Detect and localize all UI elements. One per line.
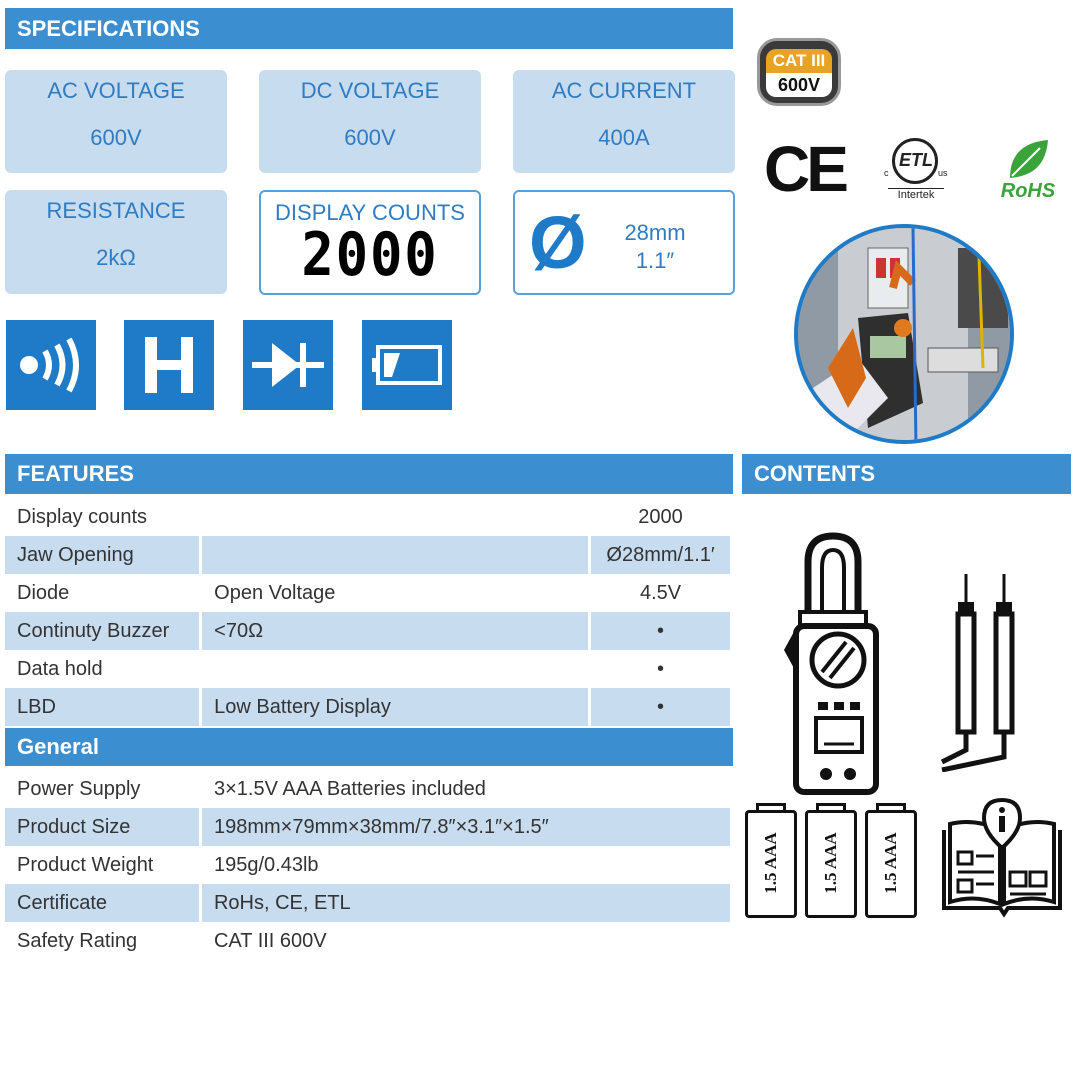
spec-card-ac-voltage bbox=[5, 70, 227, 173]
battery-icon bbox=[745, 810, 797, 918]
feature-value: Ø28mm/1.1′ bbox=[590, 536, 732, 574]
segment-display: 2000 bbox=[301, 220, 439, 290]
feature-value: 2000 bbox=[590, 498, 732, 536]
cat-label: CAT III bbox=[766, 49, 832, 73]
feature-detail: <70Ω bbox=[201, 612, 590, 650]
general-name: Safety Rating bbox=[5, 922, 200, 960]
spec-value: 600V bbox=[344, 125, 396, 150]
feature-name: LBD bbox=[5, 688, 201, 726]
battery-label: 1.5 AAA bbox=[881, 832, 900, 894]
feature-name: Diode bbox=[5, 574, 201, 612]
features-table bbox=[5, 498, 733, 726]
clamp-meter-icon bbox=[778, 532, 888, 802]
spec-value: 2kΩ bbox=[96, 245, 136, 270]
etl-logo bbox=[884, 138, 948, 204]
general-value: CAT III 600V bbox=[200, 922, 731, 960]
ce-logo: CE bbox=[764, 133, 845, 205]
etl-text: ETL bbox=[899, 150, 933, 170]
rohs-text: RoHS bbox=[1000, 180, 1056, 202]
general-header bbox=[5, 728, 733, 766]
feature-name: Continuty Buzzer bbox=[5, 612, 201, 650]
feature-value: • bbox=[590, 650, 732, 688]
features-title: FEATURES bbox=[17, 461, 134, 486]
general-value: 198mm×79mm×38mm/7.8″×3.1″×1.5″ bbox=[200, 808, 731, 846]
general-title: General bbox=[17, 734, 99, 759]
rohs-logo bbox=[992, 138, 1064, 204]
feature-detail: Low Battery Display bbox=[201, 688, 590, 726]
battery-cap-icon bbox=[756, 803, 786, 811]
buzzer-icon bbox=[6, 320, 96, 410]
table-row bbox=[5, 884, 732, 922]
spec-label: AC CURRENT bbox=[551, 78, 697, 103]
spec-label: DC VOLTAGE bbox=[300, 78, 440, 103]
feature-name: Data hold bbox=[5, 650, 201, 688]
general-table bbox=[5, 770, 733, 960]
table-row bbox=[5, 574, 732, 612]
jaw-inch: 1.1″ bbox=[635, 248, 675, 273]
battery-icon bbox=[805, 810, 857, 918]
table-row bbox=[5, 846, 732, 884]
feature-value: • bbox=[590, 612, 732, 650]
table-row bbox=[5, 498, 732, 536]
table-row bbox=[5, 688, 732, 726]
battery-label: 1.5 AAA bbox=[761, 832, 780, 894]
battery-cap-icon bbox=[876, 803, 906, 811]
feature-detail bbox=[201, 498, 590, 536]
feature-detail: Open Voltage bbox=[201, 574, 590, 612]
spec-card-ac-current bbox=[513, 70, 735, 173]
spec-label: AC VOLTAGE bbox=[47, 78, 185, 103]
general-name: Product Weight bbox=[5, 846, 200, 884]
general-name: Power Supply bbox=[5, 770, 200, 808]
feature-name: Jaw Opening bbox=[5, 536, 201, 574]
etl-sub: Intertek bbox=[888, 188, 944, 201]
etl-c: c bbox=[884, 168, 889, 178]
feature-name: Display counts bbox=[5, 498, 201, 536]
battery-icon bbox=[865, 810, 917, 918]
spec-card-resistance bbox=[5, 190, 227, 294]
general-name: Certificate bbox=[5, 884, 200, 922]
features-header bbox=[5, 454, 733, 494]
jaw-mm: 28mm bbox=[624, 220, 686, 245]
diode-icon bbox=[243, 320, 333, 410]
specifications-title: SPECIFICATIONS bbox=[17, 15, 200, 41]
cat-value: 600V bbox=[766, 73, 832, 97]
feature-detail bbox=[201, 536, 590, 574]
general-value: 3×1.5V AAA Batteries included bbox=[200, 770, 731, 808]
general-value: 195g/0.43lb bbox=[200, 846, 731, 884]
spec-card-dc-voltage bbox=[259, 70, 481, 173]
table-row bbox=[5, 808, 732, 846]
table-row bbox=[5, 650, 732, 688]
leaf-icon bbox=[1006, 138, 1050, 180]
product-in-use-photo bbox=[794, 224, 1014, 444]
battery-label: 1.5 AAA bbox=[821, 832, 840, 894]
general-name: Product Size bbox=[5, 808, 200, 846]
cat-iii-badge bbox=[757, 38, 841, 106]
contents-header bbox=[742, 454, 1071, 494]
data-hold-icon bbox=[124, 320, 214, 410]
diameter-icon: Ø bbox=[529, 201, 587, 284]
spec-card-display-counts bbox=[259, 190, 481, 295]
table-row bbox=[5, 612, 732, 650]
manual-icon bbox=[940, 796, 1064, 920]
specifications-header bbox=[5, 8, 733, 49]
feature-detail bbox=[201, 650, 590, 688]
table-row bbox=[5, 770, 732, 808]
general-value: RoHs, CE, ETL bbox=[200, 884, 731, 922]
feature-value: • bbox=[590, 688, 732, 726]
spec-value: 600V bbox=[90, 125, 142, 150]
battery-icon bbox=[362, 320, 452, 410]
contents-title: CONTENTS bbox=[754, 461, 875, 486]
battery-cap-icon bbox=[816, 803, 846, 811]
test-leads-icon bbox=[940, 572, 1030, 772]
etl-us: us bbox=[938, 168, 948, 178]
spec-card-jaw-opening bbox=[513, 190, 735, 295]
spec-label: RESISTANCE bbox=[46, 198, 186, 223]
spec-value: 400A bbox=[598, 125, 650, 150]
spec-label: DISPLAY COUNTS bbox=[275, 200, 465, 225]
table-row bbox=[5, 922, 732, 960]
table-row bbox=[5, 536, 732, 574]
feature-value: 4.5V bbox=[590, 574, 732, 612]
